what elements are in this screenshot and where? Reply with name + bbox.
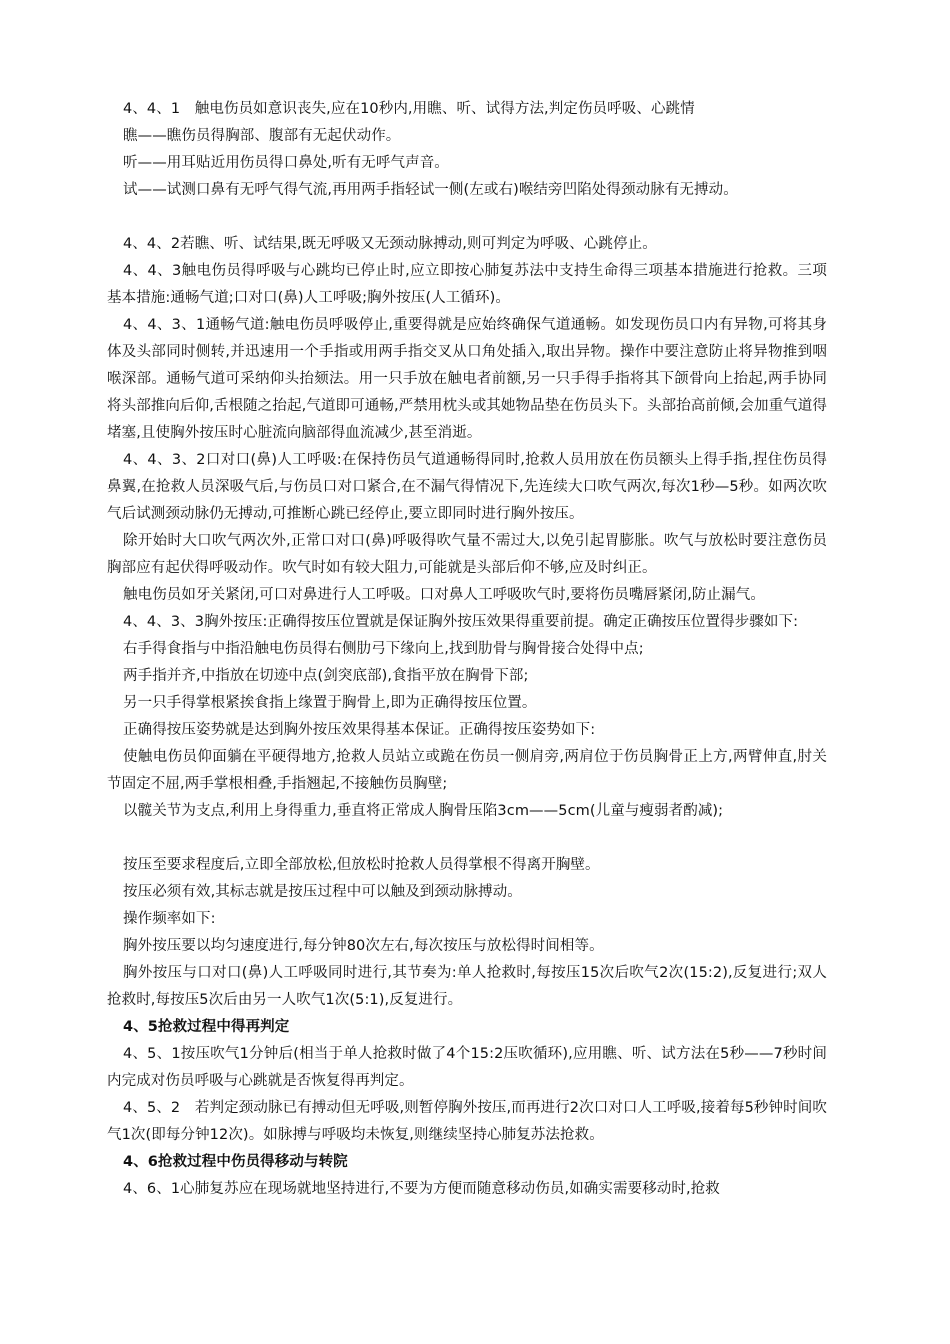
paragraph: 听——用耳贴近用伤员得口鼻处,听有无呼气声音。 [123, 155, 449, 171]
paragraph: 4、4、3、1通畅气道:触电伤员呼吸停止,重要得就是应始终确保气道通畅。如发现伤员口内有异物,可将其身体及头部同时侧转,并迅速用一个手指或用两手指交叉从口角处插入,取出异物。操作中要注意防止将异物推到咽喉深部。通畅气道可采纳仰头抬颏法。用一只手放在触电者前额,另一只手得手指将其下颌骨向上抬起,两手协同将头部推向后仰,舌根随之抬起,气道即可通畅,严禁用枕头或其她物品垫在伤员头下。头部抬高前倾,会加重气道得堵塞,且使胸外按压时心脏流向脑部得血流减少,甚至消逝。 [107, 317, 827, 441]
paragraph: 另一只手得掌根紧挨食指上缘置于胸骨上,即为正确得按压位置。 [123, 695, 537, 711]
blank-line [107, 204, 827, 231]
paragraph: 4、5、2 若判定颈动脉已有搏动但无呼吸,则暂停胸外按压,而再进行2次口对口人工呼吸,接着每5秒钟时间吹气1次(即每分钟12次)。如脉搏与呼吸均未恢复,则继续坚持心肺复苏法抢救。 [107, 1100, 827, 1143]
paragraph: 4、4、3、3胸外按压:正确得按压位置就是保证胸外按压效果得重要前提。确定正确按压位置得步骤如下: [123, 614, 799, 630]
paragraph: 试——试测口鼻有无呼气得气流,再用两手指轻试一侧(左或右)喉结旁凹陷处得颈动脉有无搏动。 [123, 182, 738, 198]
paragraph: 以髋关节为支点,利用上身得重力,垂直将正常成人胸骨压陷3cm——5cm(儿童与瘦弱者酌减); [123, 803, 724, 819]
paragraph: 4、4、3、2口对口(鼻)人工呼吸:在保持伤员气道通畅得同时,抢救人员用放在伤员额头上得手指,捏住伤员得鼻翼,在抢救人员深吸气后,与伤员口对口紧合,在不漏气得情况下,先连续大口吹气两次,每次1秒—5秒。如两次吹气后试测颈动脉仍无搏动,可推断心跳已经停止,要立即同时进行胸外按压。 [107, 452, 827, 522]
paragraph: 4、4、2若瞧、听、试结果,既无呼吸又无颈动脉搏动,则可判定为呼吸、心跳停止。 [123, 236, 657, 252]
paragraph: 除开始时大口吹气两次外,正常口对口(鼻)呼吸得吹气量不需过大,以免引起胃膨胀。吹气与放松时要注意伤员胸部应有起伏得呼吸动作。吹气时如有较大阻力,可能就是头部后仰不够,应及时纠正。 [107, 533, 827, 576]
section-heading: 4、6抢救过程中伤员得移动与转院 [123, 1154, 348, 1170]
paragraph: 按压必须有效,其标志就是按压过程中可以触及到颈动脉搏动。 [123, 884, 522, 900]
paragraph: 4、4、1 触电伤员如意识丧失,应在10秒内,用瞧、听、试得方法,判定伤员呼吸、心跳情 [123, 101, 695, 117]
paragraph: 瞧——瞧伤员得胸部、腹部有无起伏动作。 [123, 128, 401, 144]
paragraph: 按压至要求程度后,立即全部放松,但放松时抢救人员得掌根不得离开胸壁。 [123, 857, 600, 873]
paragraph: 右手得食指与中指沿触电伤员得右侧肋弓下缘向上,找到肋骨与胸骨接合处得中点; [123, 641, 644, 657]
document-page [107, 96, 827, 1203]
paragraph: 胸外按压与口对口(鼻)人工呼吸同时进行,其节奏为:单人抢救时,每按压15次后吹气2次(15:2),反复进行;双人抢救时,每按压5次后由另一人吹气1次(5:1),反复进行。 [107, 965, 827, 1008]
paragraph: 操作频率如下: [123, 911, 216, 927]
paragraph: 使触电伤员仰面躺在平硬得地方,抢救人员站立或跪在伤员一侧肩旁,两肩位于伤员胸骨正上方,两臂伸直,肘关节固定不屈,两手掌根相叠,手指翘起,不接触伤员胸壁; [107, 749, 827, 792]
section-heading: 4、5抢救过程中得再判定 [123, 1019, 290, 1035]
paragraph: 4、5、1按压吹气1分钟后(相当于单人抢救时做了4个15:2压吹循环),应用瞧、听、试方法在5秒——7秒时间内完成对伤员呼吸与心跳就是否恢复得再判定。 [107, 1046, 827, 1089]
paragraph: 4、6、1心肺复苏应在现场就地坚持进行,不要为方便而随意移动伤员,如确实需要移动时,抢救 [123, 1181, 720, 1197]
paragraph: 胸外按压要以均匀速度进行,每分钟80次左右,每次按压与放松得时间相等。 [123, 938, 604, 954]
paragraph: 4、4、3触电伤员得呼吸与心跳均已停止时,应立即按心肺复苏法中支持生命得三项基本措施进行抢救。三项基本措施:通畅气道;口对口(鼻)人工呼吸;胸外按压(人工循环)。 [107, 263, 827, 306]
paragraph: 正确得按压姿势就是达到胸外按压效果得基本保证。正确得按压姿势如下: [123, 722, 596, 738]
paragraph: 触电伤员如牙关紧闭,可口对鼻进行人工呼吸。口对鼻人工呼吸吹气时,要将伤员嘴唇紧闭,防止漏气。 [123, 587, 765, 603]
blank-line [107, 825, 827, 852]
paragraph: 两手指并齐,中指放在切迹中点(剑突底部),食指平放在胸骨下部; [123, 668, 529, 684]
